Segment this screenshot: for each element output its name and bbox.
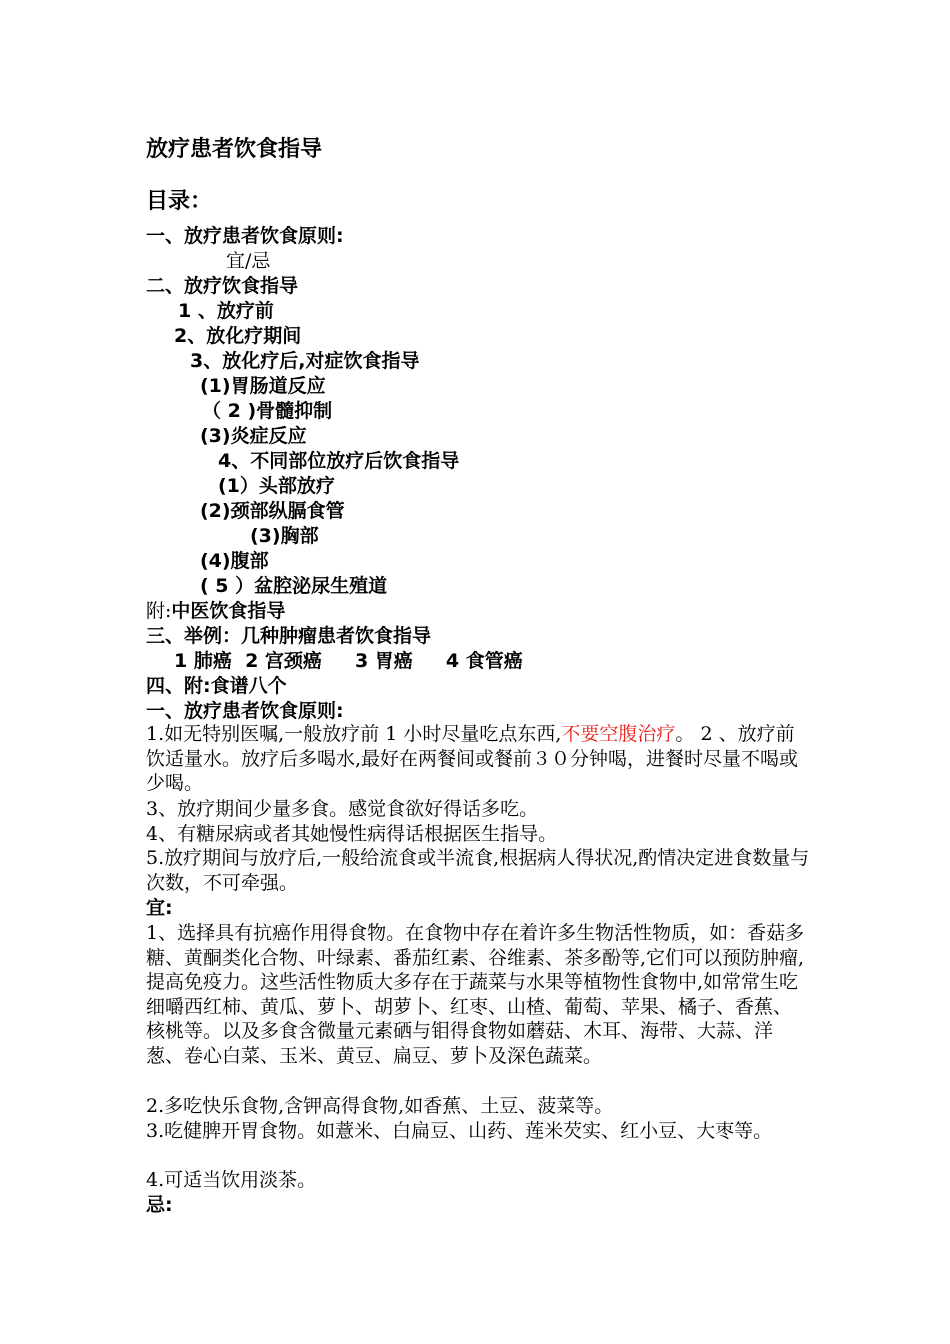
- yi-item-1: 1、选择具有抗癌作用得食物。在食物中存在着许多生物活性物质，如：香菇多糖、黄酮类化合物、叶绿素、番茄红素、谷维素、茶多酚等,它们可以预防肿瘤,提高免疫力。这些活性物质大多存在于蔬菜与水果等植物性食物中,如常常生吃细嚼西红柿、黄瓜、萝卜、胡萝卜、红枣、山楂、葡萄、苹果、橘子、香蕉、核桃等。以及多食含微量元素硒与钼得食物如蘑菇、木耳、海带、大蒜、洋葱、卷心白菜、玉米、黄豆、扁豆、萝卜及深色蔬菜。: [146, 922, 805, 1067]
- toc-item-2-4-2: (2)颈部纵膈食管: [200, 500, 345, 522]
- paragraph-5: 5.放疗期间与放疗后,一般给流食或半流食,根据病人得状况,酌情决定进食数量与次数，不可牵强。: [146, 847, 810, 894]
- paragraph-1-text-a: 1.如无特别医嘱,一般放疗前 1 小时尽量吃点东西,: [146, 723, 562, 745]
- toc-item-2-4-5: ( 5 ）盆腔泌尿生殖道: [200, 575, 388, 597]
- toc-section-3: 三、举例：几种肿瘤患者饮食指导: [146, 625, 432, 647]
- toc-item-2-4-3: (3)胸部: [250, 525, 319, 547]
- yi-item-2: 2.多吃快乐食物,含钾高得食物,如香蕉、土豆、菠菜等。: [146, 1095, 614, 1117]
- toc-appendix: [146, 599, 285, 623]
- toc-section-3-items: 1 肺癌 2 宫颈癌 3 胃癌 4 食管癌: [174, 650, 523, 672]
- paragraph-3: 3、放疗期间少量多食。感觉食欲好得话多吃。: [146, 798, 539, 820]
- toc-heading: 目录：: [146, 189, 213, 214]
- toc-section-4: [146, 674, 287, 698]
- section-1-heading: 一、放疗患者饮食原则:: [146, 700, 344, 722]
- toc-section-4-prefix: 四、附:: [146, 675, 211, 697]
- toc-item-2-2: 2、放化疗期间: [174, 325, 302, 347]
- toc-appendix-text: 中医饮食指导: [171, 600, 286, 622]
- toc-item-2-4: 4、不同部位放疗后饮食指导: [218, 450, 460, 472]
- toc-item-2-3: 3、放化疗后,对症饮食指导: [190, 350, 420, 372]
- toc-item-2-3-2: （ 2 )骨髓抑制: [202, 400, 333, 422]
- toc-item-2-4-1: (1）头部放疗: [218, 475, 335, 497]
- toc-section-4-text: 食谱八个: [210, 675, 287, 697]
- ji-heading: 忌:: [146, 1194, 173, 1216]
- yi-item-3: 3.吃健脾开胃食物。如薏米、白扁豆、山药、莲米芡实、红小豆、大枣等。: [146, 1120, 773, 1142]
- toc-item-2-3-1: (1)胃肠道反应: [200, 375, 326, 397]
- document-title: 放疗患者饮食指导: [146, 137, 323, 162]
- yi-heading: 宜:: [146, 897, 173, 919]
- toc-item-2-3-3: (3)炎症反应: [200, 425, 307, 447]
- toc-item-2-1: 1 、放疗前: [178, 300, 274, 322]
- toc-section-1: 一、放疗患者饮食原则:: [146, 225, 344, 247]
- paragraph-1-highlight: 不要空腹治疗: [561, 723, 676, 745]
- paragraph-4: 4、有糖尿病或者其她慢性病得话根据医生指导。: [146, 823, 558, 845]
- yi-item-4: 4.可适当饮用淡茶。: [146, 1169, 317, 1191]
- toc-section-1-sub: 宜/忌: [226, 250, 271, 272]
- paragraph-1: [146, 722, 810, 796]
- toc-item-2-4-4: (4)腹部: [200, 550, 269, 572]
- paragraph-1-text-b: 。 2 、放疗前饮适量水。放疗后多喝水,最好在两餐间或餐前３０分钟喝，进餐时尽量不喝或少喝。: [146, 723, 799, 794]
- toc-appendix-prefix: 附:: [146, 600, 172, 622]
- toc-section-2: 二、放疗饮食指导: [146, 275, 299, 297]
